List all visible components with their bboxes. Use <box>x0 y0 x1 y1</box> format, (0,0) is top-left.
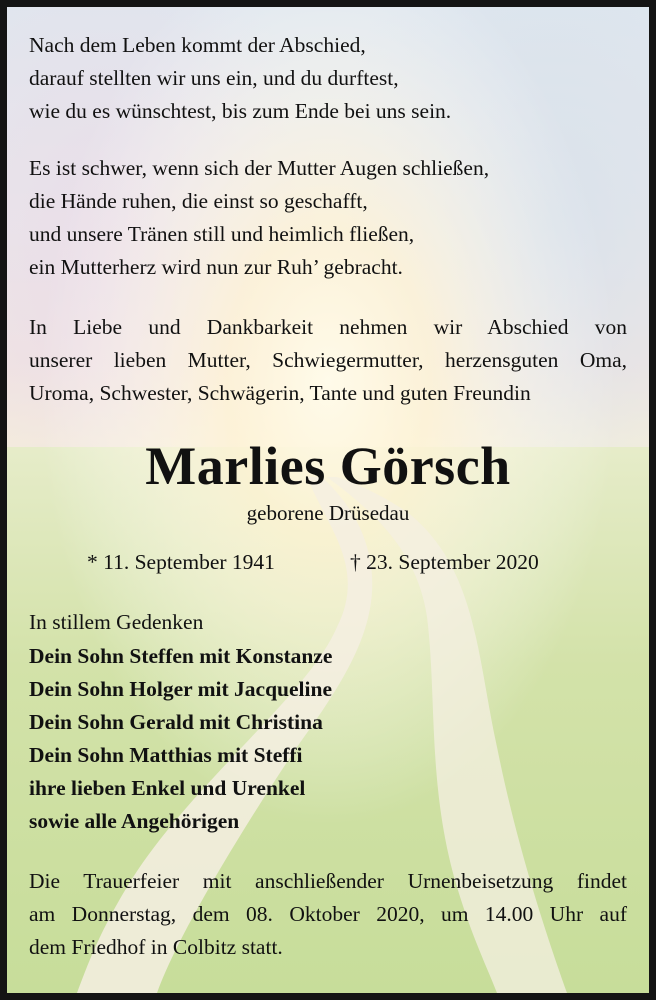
funeral-line: am Donnerstag, dem 08. Oktober 2020, um 14.00 Uhr auf <box>29 902 627 926</box>
funeral-line: dem Friedhof in Colbitz statt. <box>29 935 283 959</box>
deceased-name: Marlies Görsch <box>145 436 511 496</box>
notice-content <box>7 7 649 993</box>
intro-line: In Liebe und Dankbarkeit nehmen wir Abschied von <box>29 315 627 339</box>
mourner-line: Dein Sohn Holger mit Jacqueline <box>29 677 333 701</box>
poem-line: Nach dem Leben kommt der Abschied, <box>29 33 366 57</box>
mourner-line: ihre lieben Enkel und Urenkel <box>29 776 306 800</box>
funeral-line: Die Trauerfeier mit anschließender Urnenbeisetzung findet <box>29 869 627 893</box>
poem-line: die Hände ruhen, die einst so geschafft, <box>29 189 368 213</box>
mourner-line: Dein Sohn Steffen mit Konstanze <box>29 644 333 668</box>
mourner-line: Dein Sohn Gerald mit Christina <box>29 710 323 734</box>
intro-line: Uroma, Schwester, Schwägerin, Tante und guten Freundin <box>29 381 531 405</box>
death-date: † 23. September 2020 <box>350 550 539 574</box>
poem-line: Es ist schwer, wenn sich der Mutter Augen schließen, <box>29 156 490 180</box>
poem-line: darauf stellten wir uns ein, und du durftest, <box>29 66 399 90</box>
mourners-heading: In stillem Gedenken <box>29 610 204 634</box>
intro-line: unserer lieben Mutter, Schwiegermutter, herzensguten Oma, <box>29 348 627 372</box>
poem-line: und unsere Tränen still und heimlich fließen, <box>29 222 415 246</box>
mourner-line: sowie alle Angehörigen <box>29 809 240 833</box>
maiden-name: geborene Drüsedau <box>246 501 410 525</box>
poem-line: wie du es wünschtest, bis zum Ende bei uns sein. <box>29 99 452 123</box>
poem-line: ein Mutterherz wird nun zur Ruh’ gebracht. <box>29 255 403 279</box>
mourner-line: Dein Sohn Matthias mit Steffi <box>29 743 303 767</box>
birth-date: * 11. September 1941 <box>87 550 275 574</box>
